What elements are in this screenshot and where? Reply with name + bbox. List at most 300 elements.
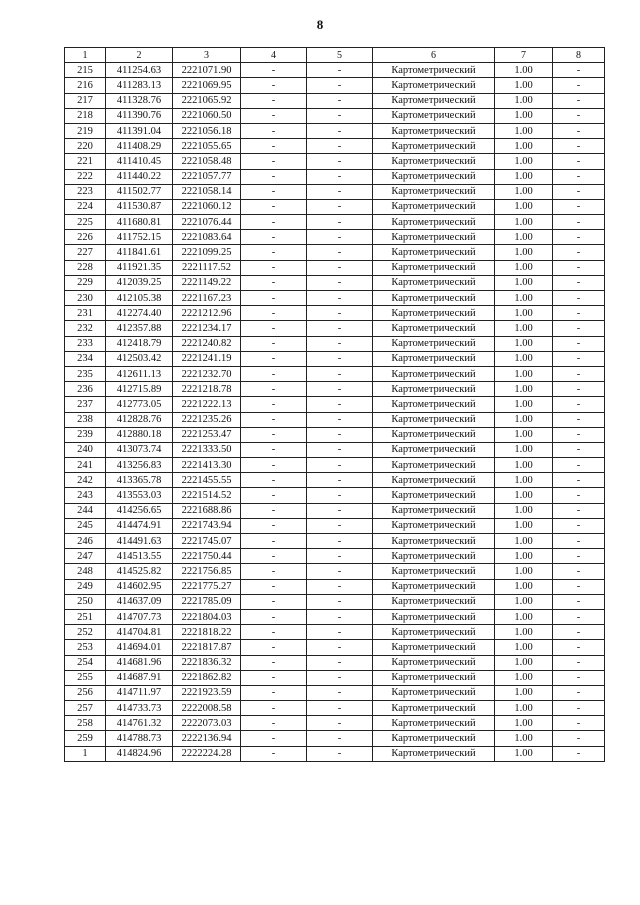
table-cell: -	[553, 291, 605, 306]
table-row	[65, 336, 605, 351]
table-cell: Картометрический	[373, 731, 495, 746]
table-cell: 1.00	[495, 108, 553, 123]
table-cell: -	[241, 518, 307, 533]
table-cell: -	[241, 275, 307, 290]
table-cell: -	[307, 685, 373, 700]
table-cell: -	[241, 488, 307, 503]
table-cell: -	[307, 427, 373, 442]
table-cell: 217	[65, 93, 106, 108]
table-cell: 248	[65, 564, 106, 579]
table-cell: Картометрический	[373, 351, 495, 366]
table-cell: -	[241, 108, 307, 123]
table-row	[65, 260, 605, 275]
table-cell: 1.00	[495, 640, 553, 655]
table-cell: 242	[65, 473, 106, 488]
table-cell: 236	[65, 382, 106, 397]
table-row	[65, 503, 605, 518]
table-cell: -	[307, 412, 373, 427]
table-cell: 258	[65, 716, 106, 731]
table-cell: -	[307, 366, 373, 381]
table-cell: 216	[65, 78, 106, 93]
table-cell: 224	[65, 199, 106, 214]
table-cell: -	[307, 63, 373, 78]
table-cell: 244	[65, 503, 106, 518]
table-cell: -	[553, 397, 605, 412]
table-cell: 414602.95	[106, 579, 173, 594]
table-row	[65, 746, 605, 761]
table-cell: -	[307, 397, 373, 412]
table-cell: -	[553, 579, 605, 594]
table-cell: -	[553, 123, 605, 138]
table-row	[65, 427, 605, 442]
table-cell: 2221149.22	[173, 275, 241, 290]
table-cell: -	[553, 154, 605, 169]
table-cell: -	[553, 306, 605, 321]
table-cell: -	[553, 199, 605, 214]
table-row	[65, 534, 605, 549]
table-row	[65, 108, 605, 123]
table-cell: Картометрический	[373, 260, 495, 275]
table-cell: 1.00	[495, 594, 553, 609]
table-cell: 414733.73	[106, 701, 173, 716]
table-cell: 1.00	[495, 123, 553, 138]
table-cell: -	[241, 291, 307, 306]
table-cell: 413365.78	[106, 473, 173, 488]
table-cell: 2221117.52	[173, 260, 241, 275]
table-cell: -	[553, 351, 605, 366]
table-row	[65, 397, 605, 412]
page-number: 8	[316, 17, 324, 32]
table-cell: 412828.76	[106, 412, 173, 427]
column-header: 4	[241, 48, 307, 63]
table-cell: 1.00	[495, 534, 553, 549]
table-cell: -	[241, 184, 307, 199]
table-cell: -	[241, 594, 307, 609]
table-cell: 228	[65, 260, 106, 275]
table-cell: 1.00	[495, 655, 553, 670]
table-cell: 1.00	[495, 442, 553, 457]
table-cell: Картометрический	[373, 93, 495, 108]
table-cell: 1.00	[495, 351, 553, 366]
table-cell: -	[307, 473, 373, 488]
table-cell: -	[241, 473, 307, 488]
table-cell: Картометрический	[373, 169, 495, 184]
table-cell: 2221234.17	[173, 321, 241, 336]
table-cell: 414637.09	[106, 594, 173, 609]
table-cell: Картометрический	[373, 154, 495, 169]
table-cell: 257	[65, 701, 106, 716]
table-cell: 411390.76	[106, 108, 173, 123]
table-cell: 412274.40	[106, 306, 173, 321]
table-cell: 1.00	[495, 397, 553, 412]
table-cell: -	[307, 701, 373, 716]
column-header: 7	[495, 48, 553, 63]
table-cell: -	[553, 215, 605, 230]
table-cell: -	[241, 670, 307, 685]
table-cell: 2221923.59	[173, 685, 241, 700]
table-cell: -	[553, 594, 605, 609]
table-cell: 2221743.94	[173, 518, 241, 533]
table-cell: 254	[65, 655, 106, 670]
table-cell: -	[241, 245, 307, 260]
table-cell: 234	[65, 351, 106, 366]
table-cell: 233	[65, 336, 106, 351]
table-cell: -	[241, 199, 307, 214]
table-cell: Картометрический	[373, 321, 495, 336]
table-cell: -	[553, 442, 605, 457]
table-cell: 2222136.94	[173, 731, 241, 746]
table-cell: 2221750.44	[173, 549, 241, 564]
table-cell: 239	[65, 427, 106, 442]
table-cell: 411254.63	[106, 63, 173, 78]
table-cell: 1.00	[495, 458, 553, 473]
table-cell: 240	[65, 442, 106, 457]
table-cell: 259	[65, 731, 106, 746]
column-header: 6	[373, 48, 495, 63]
table-cell: Картометрический	[373, 230, 495, 245]
table-cell: -	[241, 260, 307, 275]
table-cell: 222	[65, 169, 106, 184]
table-cell: Картометрический	[373, 382, 495, 397]
table-cell: 2221775.27	[173, 579, 241, 594]
table-cell: -	[241, 549, 307, 564]
table-cell: -	[553, 184, 605, 199]
table-cell: 2221241.19	[173, 351, 241, 366]
table-cell: -	[241, 154, 307, 169]
table-cell: -	[307, 579, 373, 594]
table-cell: 411921.35	[106, 260, 173, 275]
table-cell: Картометрический	[373, 579, 495, 594]
table-cell: 1.00	[495, 503, 553, 518]
table-cell: 2221167.23	[173, 291, 241, 306]
column-header: 5	[307, 48, 373, 63]
table-cell: 1.00	[495, 321, 553, 336]
table-cell: 2222073.03	[173, 716, 241, 731]
table-row	[65, 442, 605, 457]
table-row	[65, 93, 605, 108]
table-cell: -	[307, 199, 373, 214]
table-cell: -	[553, 534, 605, 549]
table-cell: -	[241, 625, 307, 640]
table-cell: 2221069.95	[173, 78, 241, 93]
table-cell: -	[553, 139, 605, 154]
table-cell: 1.00	[495, 78, 553, 93]
table-cell: -	[553, 473, 605, 488]
table-cell: -	[307, 154, 373, 169]
table-cell: -	[307, 184, 373, 199]
table-cell: -	[307, 306, 373, 321]
table-cell: -	[553, 366, 605, 381]
table-cell: 243	[65, 488, 106, 503]
table-cell: 2221058.48	[173, 154, 241, 169]
table-cell: -	[241, 93, 307, 108]
table-cell: 226	[65, 230, 106, 245]
table-cell: 247	[65, 549, 106, 564]
table-cell: -	[553, 169, 605, 184]
table-cell: 414687.91	[106, 670, 173, 685]
table-row	[65, 488, 605, 503]
table-row	[65, 351, 605, 366]
table-cell: 1.00	[495, 154, 553, 169]
table-cell: Картометрический	[373, 139, 495, 154]
table-cell: 1.00	[495, 701, 553, 716]
table-cell: 414704.81	[106, 625, 173, 640]
table-cell: -	[553, 230, 605, 245]
table-cell: Картометрический	[373, 685, 495, 700]
table-cell: 2221056.18	[173, 123, 241, 138]
table-cell: 2221060.50	[173, 108, 241, 123]
table-cell: 412773.05	[106, 397, 173, 412]
table-cell: 2221071.90	[173, 63, 241, 78]
table-cell: -	[307, 746, 373, 761]
table-cell: 2221212.96	[173, 306, 241, 321]
table-cell: 2221514.52	[173, 488, 241, 503]
table-cell: Картометрический	[373, 336, 495, 351]
table-cell: 232	[65, 321, 106, 336]
table-cell: 253	[65, 640, 106, 655]
table-cell: -	[241, 746, 307, 761]
table-cell: -	[241, 215, 307, 230]
table-cell: -	[241, 685, 307, 700]
table-row	[65, 518, 605, 533]
table-cell: -	[241, 230, 307, 245]
table-cell: -	[553, 63, 605, 78]
table-cell: Картометрический	[373, 397, 495, 412]
table-cell: -	[307, 230, 373, 245]
table-row	[65, 594, 605, 609]
table-row	[65, 382, 605, 397]
table-cell: -	[307, 382, 373, 397]
table-cell: 237	[65, 397, 106, 412]
table-cell: 2221076.44	[173, 215, 241, 230]
table-cell: -	[553, 503, 605, 518]
table-cell: 246	[65, 534, 106, 549]
table-cell: 1.00	[495, 215, 553, 230]
table-row	[65, 458, 605, 473]
table-cell: 1.00	[495, 230, 553, 245]
table-cell: 2221222.13	[173, 397, 241, 412]
table-cell: -	[553, 731, 605, 746]
table-cell: 411283.13	[106, 78, 173, 93]
table-cell: Картометрический	[373, 594, 495, 609]
table-cell: 225	[65, 215, 106, 230]
table-cell: 2222008.58	[173, 701, 241, 716]
table-cell: 411391.04	[106, 123, 173, 138]
table-row	[65, 306, 605, 321]
table-cell: -	[241, 564, 307, 579]
table-cell: -	[307, 108, 373, 123]
table-cell: -	[241, 716, 307, 731]
table-cell: -	[553, 275, 605, 290]
table-cell: -	[553, 260, 605, 275]
table-cell: 2221817.87	[173, 640, 241, 655]
table-cell: Картометрический	[373, 275, 495, 290]
column-header: 3	[173, 48, 241, 63]
table-row	[65, 701, 605, 716]
table-cell: 2221240.82	[173, 336, 241, 351]
table-row	[65, 275, 605, 290]
table-cell: -	[307, 655, 373, 670]
table-cell: 1.00	[495, 199, 553, 214]
table-cell: 1.00	[495, 579, 553, 594]
table-cell: -	[553, 458, 605, 473]
table-cell: 245	[65, 518, 106, 533]
table-cell: Картометрический	[373, 549, 495, 564]
table-cell: 1.00	[495, 549, 553, 564]
table-cell: Картометрический	[373, 78, 495, 93]
table-cell: -	[553, 746, 605, 761]
table-cell: Картометрический	[373, 503, 495, 518]
table-row	[65, 412, 605, 427]
table-cell: 414525.82	[106, 564, 173, 579]
table-cell: -	[241, 534, 307, 549]
table-cell: -	[553, 488, 605, 503]
table-cell: -	[553, 685, 605, 700]
table-cell: 1.00	[495, 63, 553, 78]
table-cell: 413553.03	[106, 488, 173, 503]
table-cell: 231	[65, 306, 106, 321]
table-cell: -	[307, 731, 373, 746]
table-cell: 2221804.03	[173, 609, 241, 624]
table-cell: 235	[65, 366, 106, 381]
table-cell: -	[553, 640, 605, 655]
table-cell: -	[241, 306, 307, 321]
table-cell: 411680.81	[106, 215, 173, 230]
table-cell: 2221785.09	[173, 594, 241, 609]
table-cell: -	[241, 579, 307, 594]
table-cell: 229	[65, 275, 106, 290]
table-cell: -	[553, 670, 605, 685]
table-cell: Картометрический	[373, 609, 495, 624]
table-row	[65, 731, 605, 746]
table-cell: Картометрический	[373, 518, 495, 533]
table-cell: -	[241, 701, 307, 716]
table-cell: 1.00	[495, 518, 553, 533]
table-cell: 249	[65, 579, 106, 594]
table-row	[65, 63, 605, 78]
table-cell: 1.00	[495, 609, 553, 624]
table-cell: 411440.22	[106, 169, 173, 184]
table-cell: -	[553, 78, 605, 93]
table-cell: 412039.25	[106, 275, 173, 290]
table-cell: 1.00	[495, 625, 553, 640]
table-cell: 411530.87	[106, 199, 173, 214]
table-cell: 414761.32	[106, 716, 173, 731]
table-cell: -	[553, 245, 605, 260]
table-cell: -	[241, 640, 307, 655]
table-cell: -	[241, 366, 307, 381]
table-row	[65, 123, 605, 138]
table-cell: Картометрический	[373, 412, 495, 427]
table-cell: -	[241, 139, 307, 154]
table-cell: -	[307, 442, 373, 457]
table-cell: 2221836.32	[173, 655, 241, 670]
table-cell: 412418.79	[106, 336, 173, 351]
table-cell: -	[553, 518, 605, 533]
table-row	[65, 321, 605, 336]
table-cell: -	[241, 442, 307, 457]
table-cell: 1.00	[495, 685, 553, 700]
table-cell: 215	[65, 63, 106, 78]
table-cell: -	[553, 716, 605, 731]
table-cell: -	[307, 670, 373, 685]
table-cell: 255	[65, 670, 106, 685]
table-cell: -	[553, 108, 605, 123]
table-cell: 1.00	[495, 564, 553, 579]
table-cell: 2221756.85	[173, 564, 241, 579]
table-cell: Картометрический	[373, 473, 495, 488]
table-cell: 411752.15	[106, 230, 173, 245]
table-cell: 412611.13	[106, 366, 173, 381]
table-row	[65, 184, 605, 199]
table-cell: 412357.88	[106, 321, 173, 336]
table-cell: 414694.01	[106, 640, 173, 655]
table-row	[65, 685, 605, 700]
table-cell: -	[307, 640, 373, 655]
table-cell: -	[241, 397, 307, 412]
table-row	[65, 655, 605, 670]
table-cell: -	[553, 412, 605, 427]
table-cell: -	[307, 458, 373, 473]
table-cell: 1.00	[495, 275, 553, 290]
table-cell: 221	[65, 154, 106, 169]
table-cell: 414824.96	[106, 746, 173, 761]
table-cell: 1.00	[495, 306, 553, 321]
table-cell: -	[307, 534, 373, 549]
table-cell: 414707.73	[106, 609, 173, 624]
table-cell: -	[241, 321, 307, 336]
table-cell: 238	[65, 412, 106, 427]
table-cell: 1.00	[495, 412, 553, 427]
table-cell: 2221745.07	[173, 534, 241, 549]
table-row	[65, 564, 605, 579]
table-cell: 1.00	[495, 488, 553, 503]
table-cell: 241	[65, 458, 106, 473]
table-cell: Картометрический	[373, 655, 495, 670]
table-cell: 2221862.82	[173, 670, 241, 685]
table-cell: -	[307, 518, 373, 533]
column-header: 1	[65, 48, 106, 63]
table-row	[65, 609, 605, 624]
table-cell: 1.00	[495, 336, 553, 351]
table-cell: 412880.18	[106, 427, 173, 442]
table-cell: -	[553, 625, 605, 640]
table-cell: Картометрический	[373, 291, 495, 306]
table-cell: -	[307, 169, 373, 184]
table-cell: -	[307, 716, 373, 731]
table-header-row	[65, 48, 605, 63]
table-cell: 1.00	[495, 716, 553, 731]
table-cell: 411841.61	[106, 245, 173, 260]
table-cell: -	[307, 321, 373, 336]
table-cell: 250	[65, 594, 106, 609]
column-header: 2	[106, 48, 173, 63]
table-cell: 414474.91	[106, 518, 173, 533]
table-cell: Картометрический	[373, 215, 495, 230]
table-cell: 414491.63	[106, 534, 173, 549]
table-cell: -	[241, 78, 307, 93]
table-cell: Картометрический	[373, 534, 495, 549]
table-cell: 411410.45	[106, 154, 173, 169]
table-cell: -	[553, 382, 605, 397]
table-cell: Картометрический	[373, 184, 495, 199]
table-cell: -	[241, 351, 307, 366]
table-cell: -	[307, 609, 373, 624]
table-row	[65, 291, 605, 306]
table-cell: 1.00	[495, 169, 553, 184]
table-cell: Картометрический	[373, 63, 495, 78]
table-cell: -	[553, 701, 605, 716]
